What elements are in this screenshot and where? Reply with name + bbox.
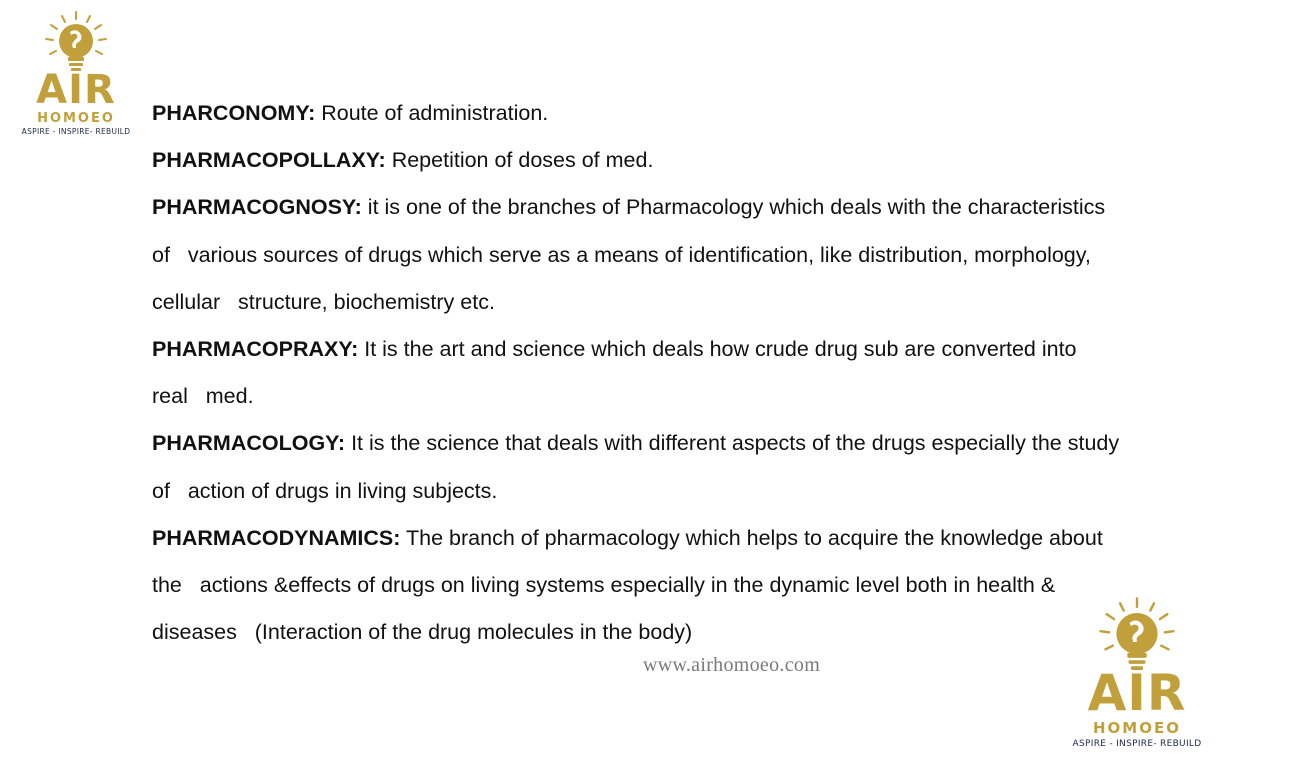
brand-tagline: ASPIRE - INSPIRE- REBUILD xyxy=(1072,739,1202,749)
brand-sub: HOMOEO xyxy=(1093,719,1181,737)
definition-text-line: the actions &effects of drugs on living systems especially in the dynamic level both in health & xyxy=(152,573,1056,598)
definition-text-line: cellular structure, biochemistry etc. xyxy=(152,289,495,314)
definition-text-line: real med. xyxy=(152,384,254,409)
definition-text: The branch of pharmacology which helps to acquire the knowledge about xyxy=(400,525,1103,550)
brand-name: AIR xyxy=(1087,664,1187,722)
brand-sub: HOMOEO xyxy=(37,111,115,126)
definition-term: PHARMACOPOLLAXY: xyxy=(152,148,386,173)
definitions-list xyxy=(152,90,1232,656)
definition-text: Route of administration. xyxy=(315,101,549,125)
definition-text: It is the art and science which deals how crude drug sub are converted into xyxy=(358,337,1077,362)
definition-text-line: diseases (Interaction of the drug molecules in the body) xyxy=(152,620,693,645)
definition-term: PHARMACOPRAXY: xyxy=(152,337,359,362)
definition-text: it is one of the branches of Pharmacology which deals with the characteristics xyxy=(361,195,1106,220)
definition-term: PHARMACOLOGY: xyxy=(152,431,346,456)
definition-text: It is the science that deals with different aspects of the drugs especially the study xyxy=(345,431,1120,456)
definition-term: PHARMACODYNAMICS: xyxy=(152,525,401,550)
definition-text-line: of action of drugs in living subjects. xyxy=(152,478,498,503)
brand-logo-top xyxy=(22,10,130,136)
website-url: www.airhomoeo.com xyxy=(642,654,821,676)
definition-pharmacopraxy xyxy=(152,326,1232,420)
definition-term: PHARCONOMY: xyxy=(152,101,316,125)
definition-pharmacognosy xyxy=(152,184,1232,326)
definition-pharmacopollaxy xyxy=(152,137,1232,184)
definition-term: PHARMACOGNOSY: xyxy=(152,195,362,220)
definition-pharmacology xyxy=(152,420,1232,514)
brand-tagline: ASPIRE - INSPIRE- REBUILD xyxy=(21,127,131,136)
brand-logo-bottom xyxy=(1070,596,1204,749)
definition-text-line: of various sources of drugs which serve as a means of identification, like distribution, morphology, xyxy=(152,242,1091,267)
definition-pharconomy xyxy=(152,90,1232,137)
brand-name: AIR xyxy=(36,67,116,113)
definition-text: Repetition of doses of med. xyxy=(385,148,654,173)
